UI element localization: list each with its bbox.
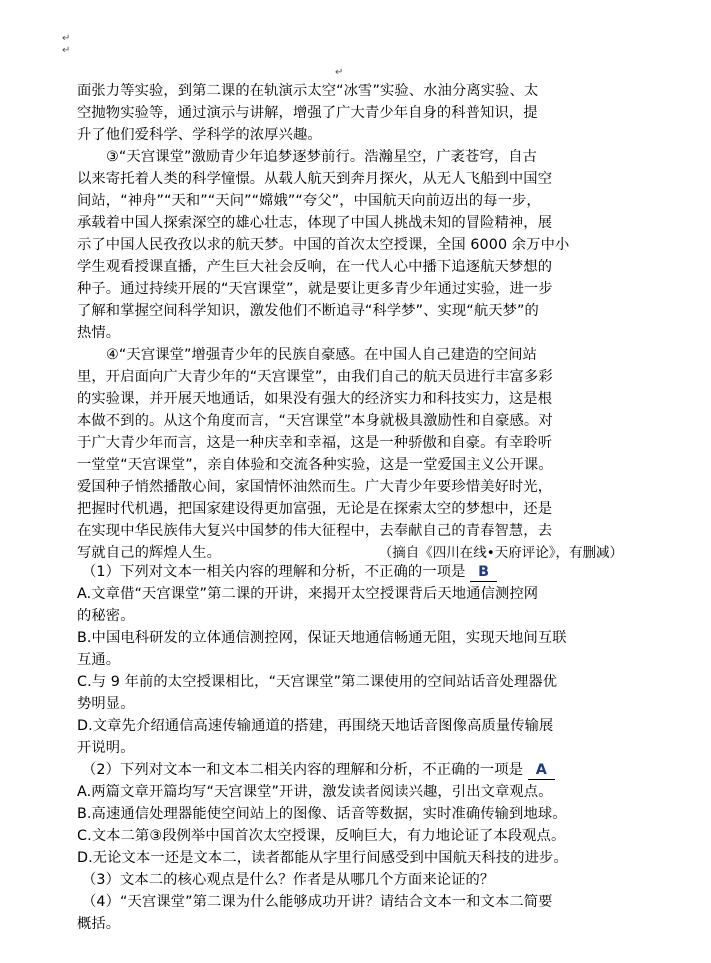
question-1-stem (82, 563, 497, 582)
paragraph-mark-icon: ↵ (335, 67, 344, 78)
text-line: ③“天宫课堂”激励青少年追梦逐梦前行。浩瀚星空，广袤苍穹，自古 (106, 149, 538, 165)
text-line: 承载着中国人探索深空的雄心壮志，体现了中国人挑战未知的冒险精神，展 (77, 215, 553, 231)
answer-blank: B (470, 563, 497, 582)
option-line: D.文章先介绍通信高速传输通道的搭建，再围绕天地话音图像高质量传输展 (77, 718, 554, 734)
option-line: B.中国电科研发的立体通信测控网，保证天地通信畅通无阻，实现天地间互联 (77, 630, 567, 646)
question-4-continuation: 概括。 (77, 916, 121, 932)
text-line: ④“天宫课堂”增强青少年的民族自豪感。在中国人自己建造的空间站 (106, 347, 538, 363)
paragraph-mark-icon: ↵ (62, 33, 71, 44)
text-line: 以来寄托着人类的科学憧憬。从载人航天到奔月探火，从无人飞船到中国空 (77, 171, 553, 187)
text-line: 示了中国人民孜孜以求的航天梦。中国的首次太空授课，全国 6000 余万中小 (77, 237, 570, 253)
text-line: 种子。通过持续开展的“天宫课堂”，就是要让更多青少年通过实验，进一步 (77, 281, 553, 297)
text-line: 一堂堂“天宫课堂”，亲自体验和交流各种实验，这是一堂爱国主义公开课。 (77, 457, 553, 473)
text-line: 学生观看授课直播，产生巨大社会反响，在一代人心中播下追逐航天梦想的 (77, 259, 553, 275)
text-line: 间站，“神舟”“天和”“天问”“嫦娥”“夸父”，中国航天向前迈出的每一步， (77, 193, 541, 209)
text-line: 热情。 (77, 325, 121, 341)
text-line: 把握时代机遇，把国家建设得更加富强，无论是在探索太空的梦想中，还是 (77, 501, 553, 517)
text-line: 空抛物实验等，通过演示与讲解，增强了广大青少年自身的科普知识，提 (77, 105, 538, 121)
option-line: 势明显。 (77, 696, 135, 712)
text-line: 在实现中华民族伟大复兴中国梦的伟大征程中，去奉献自己的青春智慧，去 (77, 523, 553, 539)
question-2-stem (82, 761, 555, 780)
question-3: （3）文本二的核心观点是什么？作者是从哪几个方面来论证的？ (82, 872, 495, 888)
option-line: A.两篇文章开篇均写“天宫课堂”开讲，激发读者阅读兴趣，引出文章观点。 (77, 784, 553, 800)
text-line: 升了他们爱科学、学科学的浓厚兴趣。 (77, 127, 322, 143)
option-line: D.无论文本一还是文本二，读者都能从字里行间感受到中国航天科技的进步。 (77, 850, 568, 866)
text-line: 了解和掌握空间科学知识，激发他们不断追寻“科学梦”、实现“航天梦”的 (77, 303, 539, 319)
option-line: 的秘密。 (77, 608, 135, 624)
option-line: B.高速通信处理器能使空间站上的图像、话音等数据，实时准确传输到地球。 (77, 806, 567, 822)
text-line: 爱国种子悄然播散心间，家国情怀油然而生。广大青少年要珍惜美好时光， (77, 479, 553, 495)
option-line: A.文章借“天宫课堂”第二课的开讲，来揭开太空授课背后天地通信测控网 (77, 586, 539, 602)
question-4: （4）“天宫课堂”第二课为什么能够成功开讲？请结合文本一和文本二简要 (82, 894, 553, 910)
text-line: 里，开启面向广大青少年的“天宫课堂”，由我们自己的航天员进行丰富多彩 (77, 369, 553, 385)
option-line: C.文本二第③段例举中国首次太空授课，反响巨大，有力地论证了本段观点。 (77, 828, 566, 844)
text-line: 本做不到的。从这个角度而言，“天宫课堂”本身就极具激励性和自豪感。对 (77, 413, 553, 429)
text-line: 于广大青少年而言，这是一种庆幸和幸福，这是一种骄傲和自豪。有幸聆听 (77, 435, 553, 451)
option-line: 开说明。 (77, 740, 135, 756)
source-citation: （摘自《四川在线•天府评论》，有删减） (378, 545, 623, 561)
question-stem-text: （2）下列对文本一和文本二相关内容的理解和分析，不正确的一项是 (82, 762, 524, 778)
text-line: 面张力等实验，到第二课的在轨演示太空“冰雪”实验、水油分离实验、太 (77, 83, 539, 99)
paragraph-mark-icon: ↵ (62, 45, 71, 56)
option-line: C.与 9 年前的太空授课相比，“天宫课堂”第二课使用的空间站话音处理器优 (77, 674, 558, 690)
option-line: 互通。 (77, 652, 121, 668)
text-line: 的实验课，并开展天地通话，如果没有强大的经济实力和科技实力，这是根 (77, 391, 553, 407)
question-stem-text: （1）下列对文本一相关内容的理解和分析，不正确的一项是 (82, 564, 466, 580)
text-line: 写就自己的辉煌人生。 (77, 545, 221, 561)
answer-blank: A (528, 761, 555, 780)
